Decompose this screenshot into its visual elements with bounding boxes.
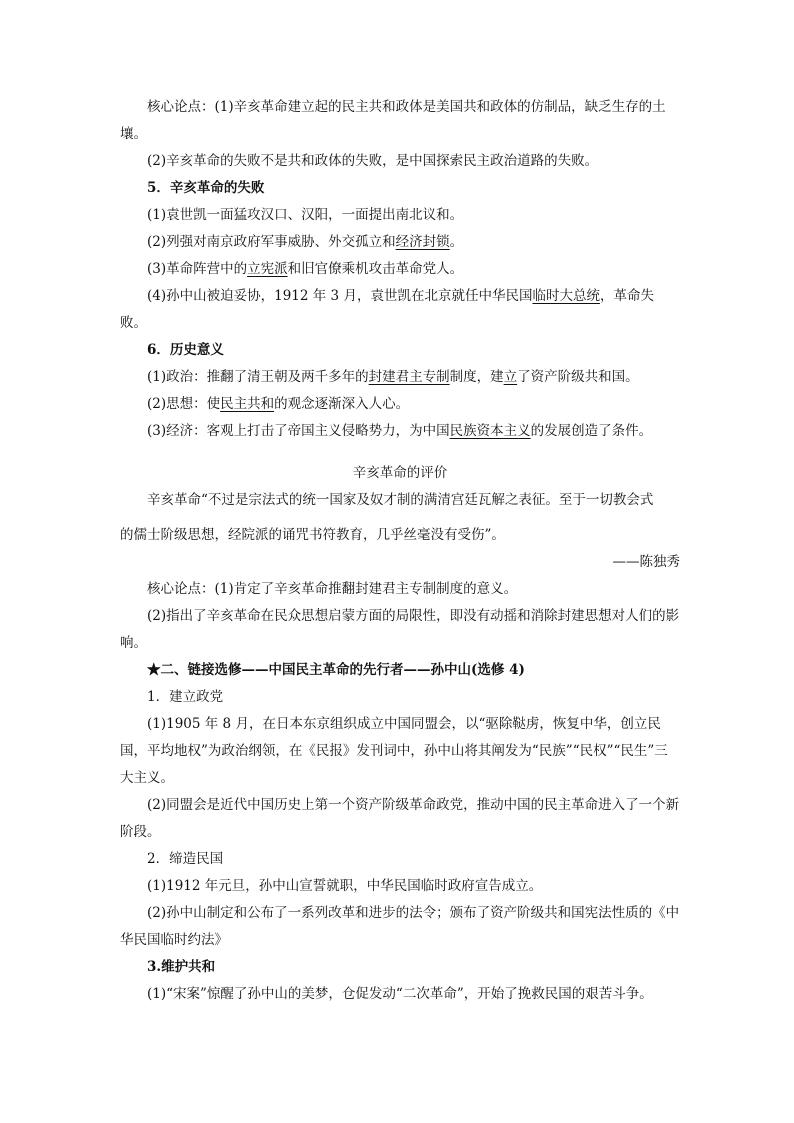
- list-item: (1)1912 年元旦，孙中山宣誓就职，中华民国临时政府宣告成立。: [147, 878, 543, 894]
- quote-text: 辛亥革命“不过是宗法式的统一国家及奴才制的满清宫廷瓦解之表征。至于一切教会式: [147, 492, 654, 508]
- core-view-paragraph: 核心论点：(1)肯定了辛亥革命推翻封建君主专制制度的意义。: [147, 581, 518, 597]
- text-run: 和旧官僚乘机攻击革命党人。: [287, 261, 464, 277]
- underlined-term: 经济封锁: [395, 234, 450, 250]
- text-run: 的发展创造了条件。: [530, 423, 653, 439]
- text-run: (3)经济：客观上打击了帝国主义侵略势力，为中国: [147, 423, 450, 439]
- text-run: 的观念逐渐深入人心。: [274, 396, 410, 412]
- section-heading-failure: 5．辛亥革命的失败: [147, 180, 265, 196]
- text-run: (2)列强对南京政府军事威胁、外交孤立和: [147, 234, 396, 250]
- text-run: 制度，建: [449, 369, 504, 385]
- text-run: (4)孙中山被迫妥协，1912 年 3 月，袁世凯在北京就任中华民国: [147, 288, 533, 304]
- list-item: (2)同盟会是近代中国历史上第一个资产阶级革命政党，推动中国的民主革命进入了一个新阶段。: [120, 797, 680, 840]
- underlined-term: 立: [503, 369, 518, 385]
- list-item: [120, 229, 680, 256]
- list-item: [120, 391, 680, 418]
- underlined-term: 封建君主专制: [368, 369, 450, 385]
- core-view-paragraph: (2)指出了辛亥革命在民众思想启蒙方面的局限性，即没有动摇和消除封建思想对人们的影响。: [120, 608, 680, 651]
- list-item: [120, 256, 680, 283]
- text-run: ，革命失败。: [120, 288, 654, 331]
- quote-author: ——陈独秀: [612, 554, 680, 570]
- document-page: [120, 94, 680, 1008]
- list-item: [120, 283, 680, 337]
- subsection-heading: 1．建立政党: [147, 689, 224, 705]
- core-view-paragraph: (2)辛亥革命的失败不是共和政体的失败，是中国探索民主政治道路的失败。: [147, 153, 599, 169]
- text-run: 。: [449, 234, 464, 250]
- section-heading-significance: 6．历史意义: [147, 342, 224, 358]
- subsection-heading: 2．缔造民国: [147, 851, 224, 867]
- section-heading-elective: ★二、链接选修——中国民主革命的先行者——孙中山(选修 4): [147, 662, 525, 678]
- underlined-term: 临时大总统: [532, 288, 600, 304]
- text-run: 了资产阶级共和国。: [517, 369, 639, 385]
- text-run: (3)革命阵营中的: [147, 261, 248, 277]
- list-item: [120, 364, 680, 391]
- core-view-paragraph: 核心论点：(1)辛亥革命建立起的民主共和政体是美国共和政体的仿制品，缺乏生存的土壤。: [120, 99, 666, 142]
- list-item: (1)1905 年 8 月，在日本东京组织成立中国同盟会，以“驱除鞑虏，恢复中华，创立民国，平均地权”为政治纲领，在《民报》发刊词中，孙中山将其阐发为“民族”“民权”“民生”三大主义。: [120, 716, 668, 786]
- underlined-term: 立宪派: [247, 261, 288, 277]
- underlined-term: 民族资本主义: [449, 423, 531, 439]
- evaluation-title: 辛亥革命的评价: [352, 465, 448, 481]
- list-item: (2)孙中山制定和公布了一系列改革和进步的法令；颁布了资产阶级共和国宪法性质的《中华民国临时约法》: [120, 905, 680, 948]
- text-run: (2)思想：使: [147, 396, 221, 412]
- text-run: (1)政治：推翻了清王朝及两千多年的: [147, 369, 369, 385]
- underlined-term: 民主共和: [220, 396, 275, 412]
- list-item: (1)“宋案”惊醒了孙中山的美梦，仓促发动“二次革命”，开始了挽救民国的艰苦斗争。: [147, 986, 653, 1002]
- list-item: [120, 418, 680, 445]
- list-item: (1)袁世凯一面猛攻汉口、汉阳，一面提出南北议和。: [147, 207, 464, 223]
- quote-text: 的儒士阶级思想，经院派的诵咒书符教育，几乎丝毫没有受伤”。: [120, 527, 505, 543]
- subsection-heading: 3.维护共和: [147, 959, 216, 975]
